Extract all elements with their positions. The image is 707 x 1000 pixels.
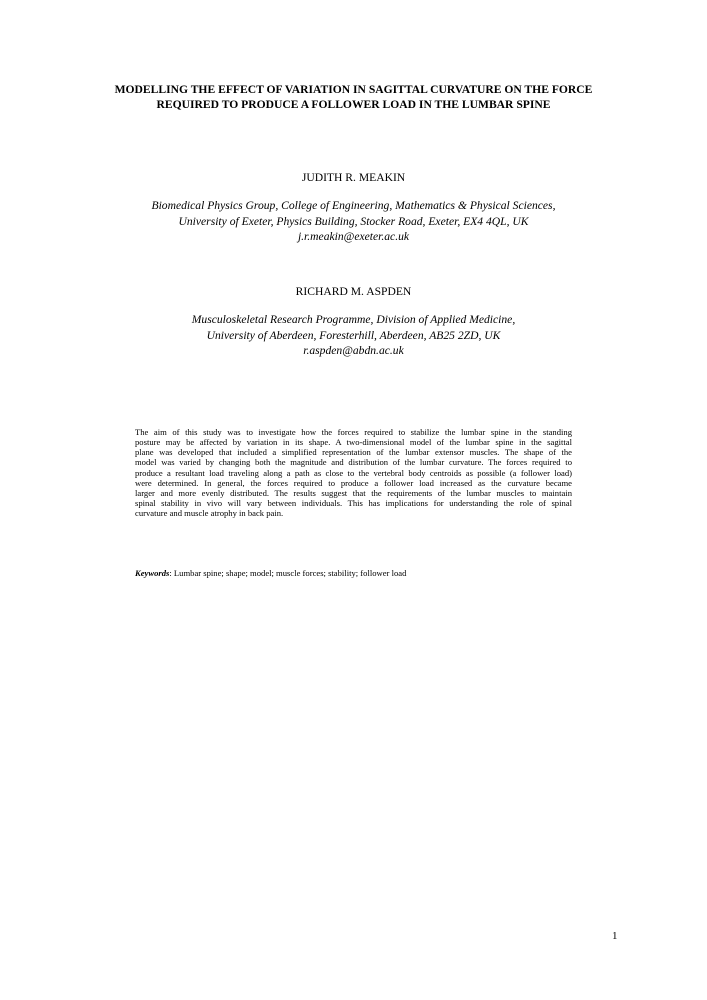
affiliation-line: University of Exeter, Physics Building, Stocker Road, Exeter, EX4 4QL, UK <box>178 214 529 228</box>
abstract-line: curvature and muscle atrophy in back pain. <box>135 508 284 519</box>
abstract <box>135 427 572 518</box>
abstract-line: The aim of this study was to investigate how the forces required to stabilize the lumbar spine in the standing <box>135 427 572 437</box>
author-email: r.aspden@abdn.ac.uk <box>303 344 404 357</box>
title-line: REQUIRED TO PRODUCE A FOLLOWER LOAD IN THE LUMBAR SPINE <box>156 97 551 111</box>
keywords-label: Keywords <box>135 568 170 578</box>
abstract-line: were determined. In general, the forces required to produce a follower load increased as the curvature became <box>135 477 572 488</box>
abstract-line: plane was developed that included a simplified representation of the lumbar extensor muscles. The shape of the <box>135 447 572 458</box>
author-affiliation <box>60 198 647 245</box>
page-number: 1 <box>612 930 618 942</box>
keywords-text: : Lumbar spine; shape; model; muscle forces; stability; follower load <box>169 568 407 578</box>
affiliation-line: Musculoskeletal Research Programme, Division of Applied Medicine, <box>191 313 516 326</box>
abstract-line: larger and more evenly distributed. The results suggest that the requirements of the lumbar muscles to maintain <box>135 487 572 498</box>
author-email: j.r.meakin@exeter.ac.uk <box>297 230 410 243</box>
author-name: JUDITH R. MEAKIN <box>301 171 406 184</box>
paper-title <box>60 83 647 112</box>
abstract-line: spinal stability in vivo will vary between individuals. This has implications for understanding the role of spinal <box>135 498 572 509</box>
keywords <box>135 568 572 579</box>
author-name: RICHARD M. ASPDEN <box>295 285 412 298</box>
affiliation-line: University of Aberdeen, Foresterhill, Aberdeen, AB25 2ZD, UK <box>206 328 501 342</box>
title-line: MODELLING THE EFFECT OF VARIATION IN SAGITTAL CURVATURE ON THE FORCE <box>114 83 593 96</box>
affiliation-line: Biomedical Physics Group, College of Engineering, Mathematics & Physical Sciences, <box>151 199 556 212</box>
author-affiliation <box>60 312 647 359</box>
abstract-line: produce a resultant load traveling along a path as close to the vertebral body centroids as possible (a follower load) <box>135 467 572 478</box>
abstract-line: model was varied by changing both the magnitude and distribution of the lumbar curvature. The forces required to <box>135 457 572 468</box>
abstract-line: posture may be affected by variation in its shape. A two-dimensional model of the lumbar spine in the sagittal <box>135 437 572 448</box>
